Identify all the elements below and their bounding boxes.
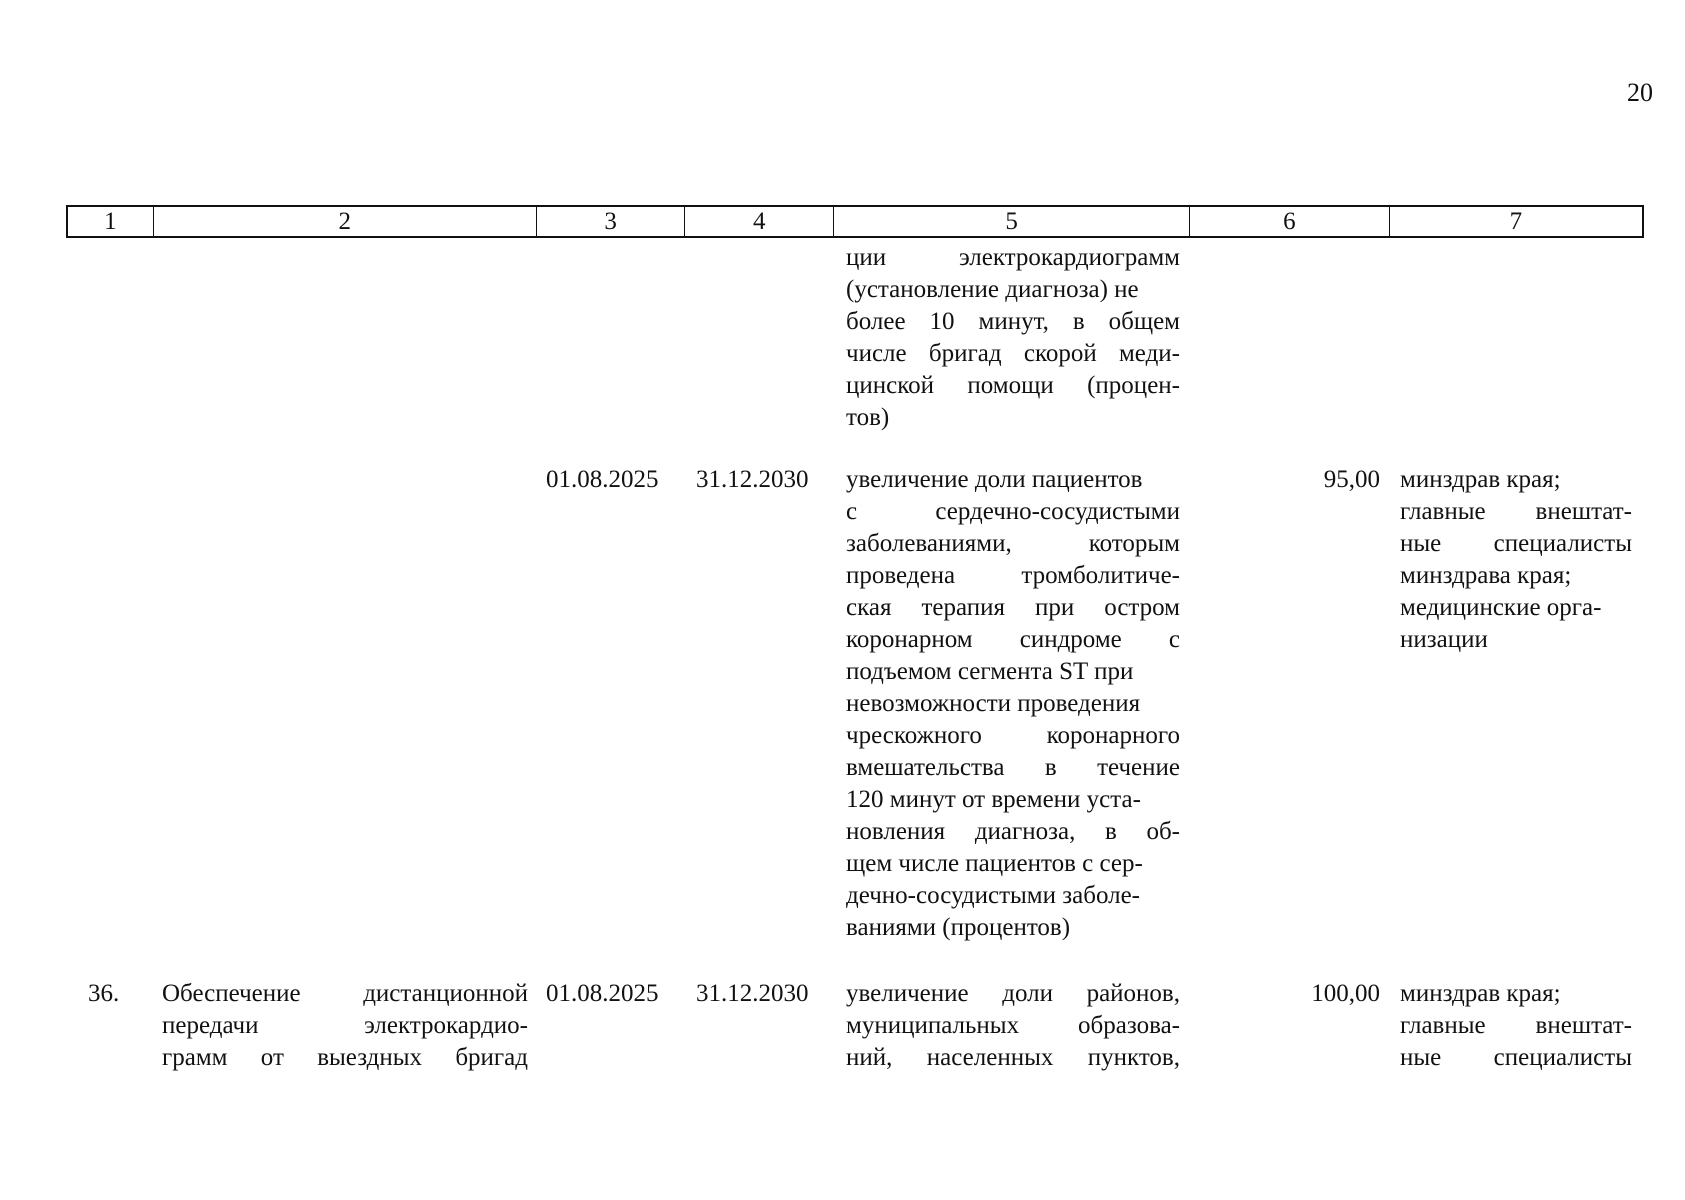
indicator-line: цинской помощи (процен- [846,372,1180,399]
row-36-indicator-cell [846,978,1180,1074]
row-a-value: 95,00 [1323,466,1380,493]
header-col-3: 3 [537,207,686,236]
event-line: передачи электрокардио- [162,1012,528,1039]
header-col-7: 7 [1509,208,1523,235]
responsible-line: главные внештат- [1400,1012,1632,1039]
page-number: 20 [1627,78,1653,107]
row-36-end-date: 31.12.2030 [696,980,809,1007]
indicator-line: ская терапия при остром [846,594,1180,621]
row-36-value: 100,00 [1311,980,1380,1007]
indicator-line: увеличение доли пациентов [846,466,1143,493]
responsible-line: минздрав края; [1400,466,1561,493]
responsible-line: ные специалисты [1400,530,1632,557]
indicator-line: заболеваниями, которым [846,530,1180,557]
responsible-line: низации [1400,626,1488,653]
indicator-line: числе бригад скорой меди- [846,340,1180,367]
header-col-4: 4 [685,207,834,236]
header-col-2: 2 [154,207,537,236]
responsible-line: главные внештат- [1400,498,1632,525]
indicator-line: новления диагноза, в об- [846,818,1180,845]
indicator-line: невозможности проведения [846,690,1141,717]
row-36-responsible-cell [1400,978,1632,1074]
indicator-line: дечно-сосудистыми заболе- [846,882,1141,909]
indicator-line: ции электрокардиограмм [846,244,1180,271]
row-a-indicator-cell [846,464,1180,944]
responsible-line: ные специалисты [1400,1044,1632,1071]
table-header-row [66,205,1644,238]
indicator-line: подъемом сегмента ST при [846,658,1134,685]
indicator-line: проведена тромболитиче- [846,562,1180,589]
indicator-line: коронарном синдроме с [846,626,1180,653]
row-a-start-date: 01.08.2025 [546,466,659,493]
header-col-6: 6 [1190,207,1390,236]
indicator-line: 120 минут от времени уста- [846,786,1141,813]
row-a-end-date: 31.12.2030 [696,466,809,493]
indicator-line: более 10 минут, в общем [846,308,1180,335]
indicator-line: увеличение доли районов, [846,980,1180,1007]
event-line: грамм от выездных бригад [162,1044,528,1071]
indicator-line: муниципальных образова- [846,1012,1180,1039]
indicator-line: с сердечно-сосудистыми [846,498,1180,525]
indicator-line: ний, населенных пунктов, [846,1044,1180,1071]
header-col-5: 5 [834,207,1190,236]
row-36-number: 36. [88,980,120,1007]
responsible-line: минздрав края; [1400,980,1561,1007]
indicator-line: вмешательства в течение [846,754,1180,781]
responsible-line: медицинские орга- [1400,594,1602,621]
indicator-line: щем числе пациентов с сер- [846,850,1143,877]
responsible-line: минздрава края; [1400,562,1572,589]
indicator-line: (установление диагноза) не [846,276,1139,303]
event-line: Обеспечение дистанционной [162,980,528,1007]
indicator-line: ваниями (процентов) [846,914,1071,941]
indicator-line: чрескожного коронарного [846,722,1180,749]
indicator-line: тов) [846,404,890,431]
header-col-1: 1 [68,207,154,236]
row-36-event-cell [162,978,528,1074]
row-36-start-date: 01.08.2025 [546,980,659,1007]
continuation-indicator-cell [846,242,1180,434]
row-a-responsible-cell [1400,464,1632,656]
